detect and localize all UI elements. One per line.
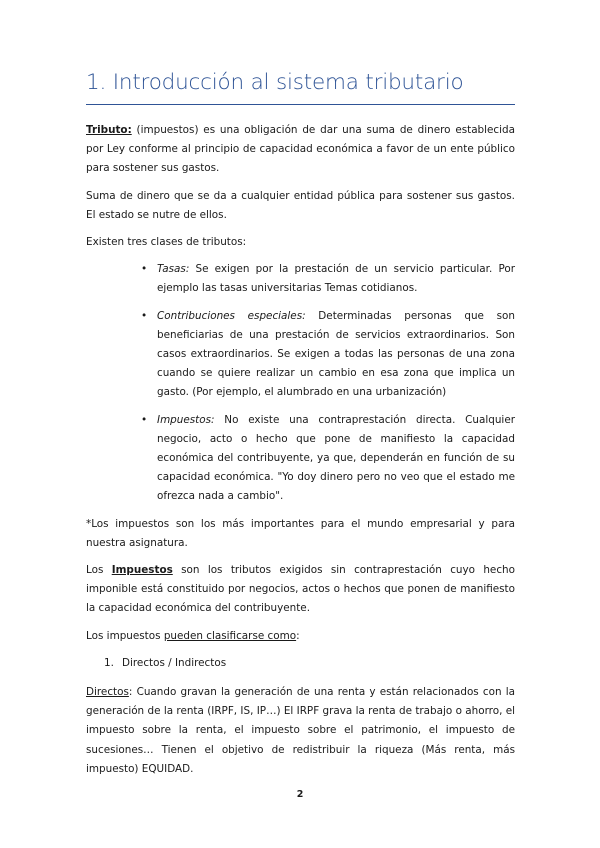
list-item-tasas [141, 260, 515, 298]
page-number: 2 [296, 789, 304, 800]
contribuciones-text: Determinadas personas que son beneficiarias de una prestación de servicios extraordinarios. Son casos extraordinarios. Se exigen a todas las personas de una zona cuando se quiere realizar un cambio en esa zona que implica un gasto. (Por ejemplo, el alumbrado en una urbanización) [157, 309, 515, 399]
clasificar-underlined: pueden clasificarse como [163, 629, 297, 642]
bullet-icon: • [141, 413, 148, 426]
tributo-types-list [86, 260, 515, 506]
paragraph-impuestos [86, 561, 515, 619]
paragraph-note: *Los impuestos son los más importantes para el mundo empresarial y para nuestra asignatura. [86, 517, 515, 549]
clasificar-pre: Los impuestos [86, 629, 164, 642]
heading-rule [86, 104, 515, 105]
paragraph-directos [86, 683, 515, 779]
classification-list [86, 654, 515, 673]
term-contribuciones: Contribuciones especiales: [157, 309, 306, 322]
term-tributo: Tributo: [86, 124, 132, 136]
directos-text: : Cuando gravan la generación de una renta y están relacionados con la generación de la renta (IRPF, IS, IP…) El IRPF grava la renta de trabajo o ahorro, el impuesto sobre la renta, el impuesto sobre el patrimonio, el impuesto de sucesiones… Tienen el objetivo de redistribuir la riqueza (Más renta, más impuesto) EQUIDAD. [86, 686, 515, 775]
impuestos-definition: son los tributos exigidos sin contraprestación cuyo hecho imponible está constituido por negocios, actos o hechos que ponen de manifiesto la capacidad económica del contribuyente. [86, 564, 515, 615]
impuestos-pre: Los [86, 564, 112, 577]
paragraph-clasificar [86, 627, 515, 646]
tasas-text: Se exigen por la prestación de un servicio particular. Por ejemplo las tasas universitarias Temas cotidianos. [157, 263, 515, 295]
paragraph-tributo [86, 121, 515, 179]
term-impuestos: Impuestos: [157, 413, 215, 426]
document-body [86, 121, 515, 787]
impuestos-text: No existe una contraprestación directa. Cualquier negocio, acto o hecho que pone de manifiesto la capacidad económica del contribuyente, ya que, dependerán en función de su capacidad económica. "Yo doy dinero pero no veo que el estado me ofrezca nada a cambio". [157, 413, 515, 503]
list-item-contribuciones [141, 307, 515, 403]
paragraph-existen: Existen tres clases de tributos: [86, 236, 247, 249]
list-item-impuestos [141, 411, 515, 507]
paragraph-suma: Suma de dinero que se da a cualquier entidad pública para sostener sus gastos. El estado se nutre de ellos. [86, 189, 515, 221]
list-item-directos-indirectos [104, 654, 515, 673]
bullet-icon: • [141, 309, 148, 322]
term-tasas: Tasas: [157, 263, 190, 276]
list-number: 1. [104, 656, 114, 669]
list-label: Directos / Indirectos [122, 656, 227, 669]
term-directos: Directos [86, 686, 129, 699]
tributo-definition: (impuestos) es una obligación de dar una suma de dinero establecida por Ley conforme al principio de capacidad económica a favor de un ente público para sostener sus gastos. [86, 124, 515, 175]
section-heading: 1. Introducción al sistema tributario [86, 70, 464, 95]
bullet-icon: • [141, 263, 148, 276]
term-impuestos-def: Impuestos [111, 564, 173, 577]
clasificar-post: : [296, 629, 300, 642]
